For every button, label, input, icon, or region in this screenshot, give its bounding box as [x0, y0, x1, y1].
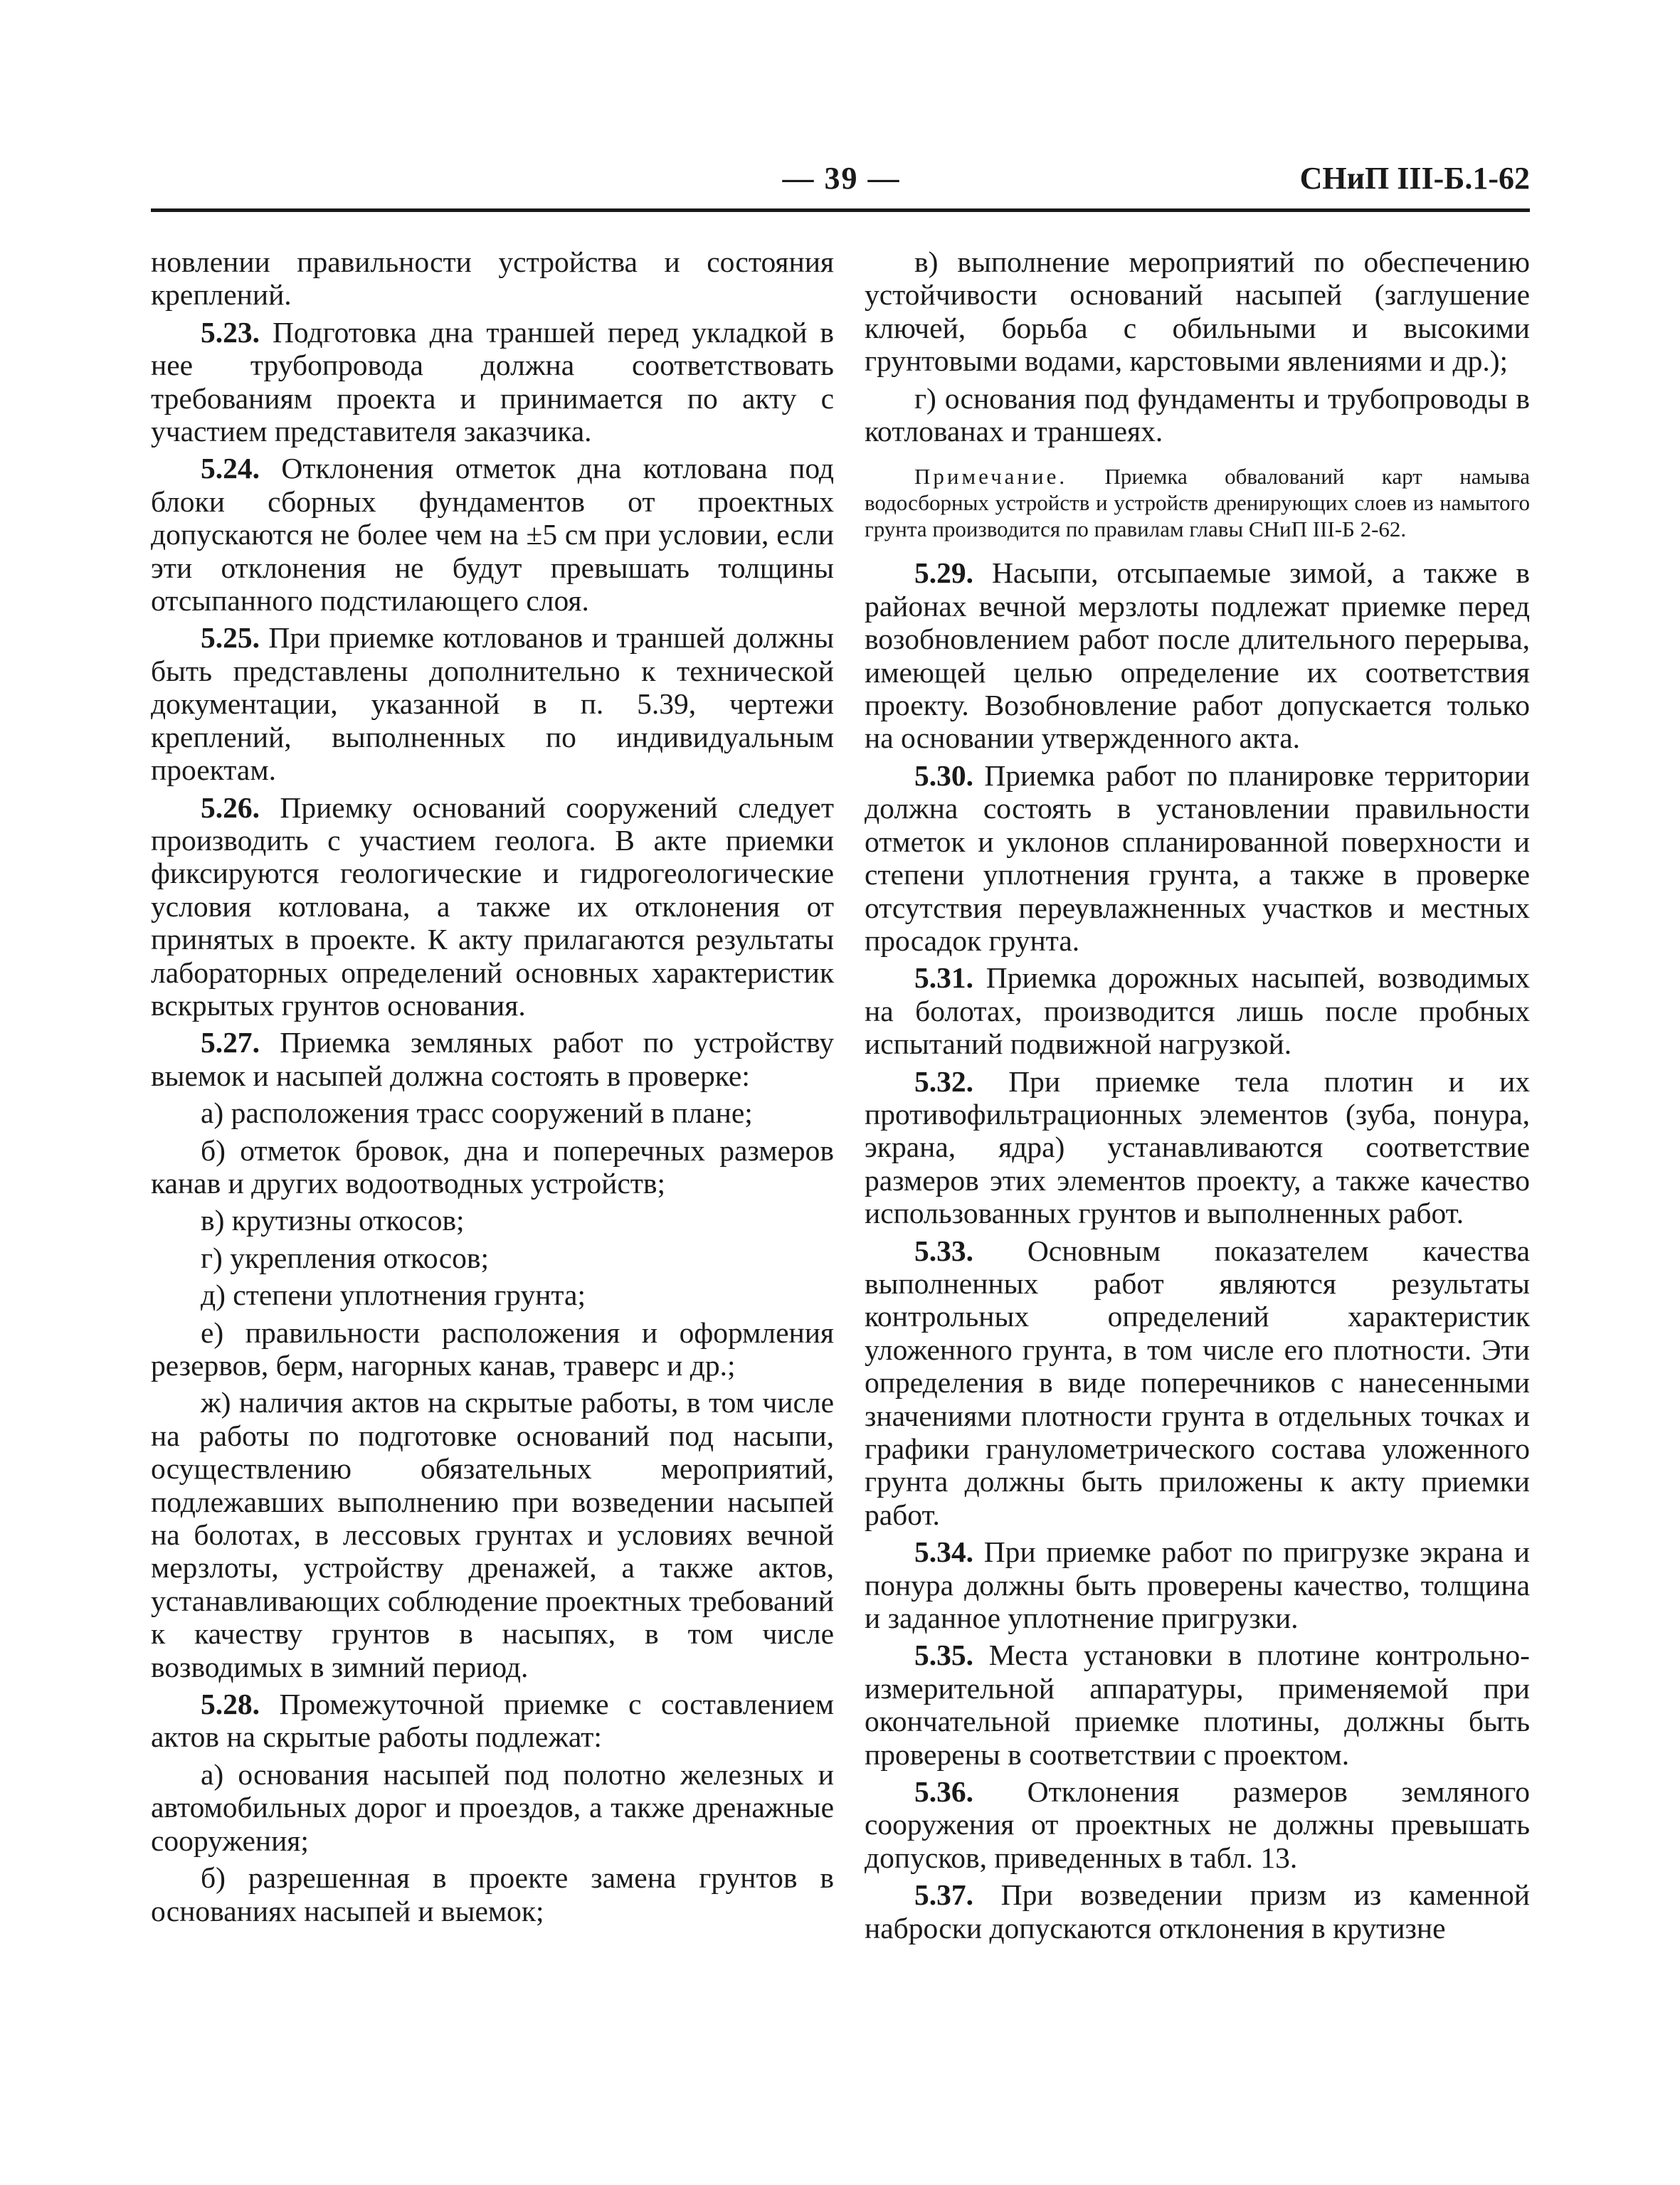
clause-number: 5.31. — [914, 961, 973, 995]
list-item: в) выполнение мероприятий по обеспечению устойчивости оснований насыпей (заглушение ключей, борьба с обильными и высокими грунтовыми водами, карстовыми явлениями и др.); — [865, 245, 1530, 378]
list-item: а) расположения трасс сооружений в плане; — [201, 1096, 753, 1130]
list-item: б) отметок бровок, дна и поперечных размеров канав и других водоотводных устройств; — [151, 1133, 834, 1200]
paragraph: 5.29. Насыпи, отсыпаемые зимой, а также в районах вечной мерзлоты подлежат приемке перед возобновлением работ после длительного перерыва, имеющей целью определение их соответствия проекту. Возобновление работ допускается только на основании утвержденного акта. — [865, 556, 1530, 755]
clause-number: 5.29. — [914, 556, 973, 590]
clause-number: 5.27. — [201, 1026, 260, 1059]
clause-number: 5.32. — [914, 1064, 973, 1098]
paragraph: 5.24. Отклонения отметок дна котлована под блоки сборных фундаментов от проектных допускаются не более чем на ±5 см при условии, если эти отклонения не будут превышать толщины отсыпанного подстилающего слоя. — [151, 452, 834, 618]
list-item: б) разрешенная в проекте замена грунтов в основаниях насыпей и выемок; — [151, 1861, 834, 1927]
paragraph: 5.27. Приемка земляных работ по устройству выемок и насыпей должна состоять в проверке: — [151, 1026, 834, 1092]
clause-number: 5.33. — [914, 1234, 973, 1267]
list-item: е) правильности расположения и оформления резервов, берм, нагорных канав, траверс и др.; — [151, 1316, 834, 1382]
clause-number: 5.26. — [201, 790, 260, 824]
clause-number: 5.34. — [914, 1535, 973, 1569]
document-code: СНиП III-Б.1-62 — [1299, 161, 1530, 196]
header-rule — [151, 208, 1530, 212]
clause-number: 5.23. — [201, 315, 260, 349]
note-label: Примечание. — [914, 464, 1068, 490]
paragraph: 5.26. Приемку оснований сооружений следует производить с участием геолога. В акте приемки фиксируются геологические и гидрогеологические условия котлована, а также их отклонения от принятых в проекте. К акту прилагаются результаты лабораторных определений основных характеристик вскрытых грунтов основания. — [151, 790, 834, 1022]
clause-number: 5.30. — [914, 758, 973, 792]
clause-number: 5.36. — [914, 1775, 973, 1809]
list-item: в) крутизны откосов; — [201, 1204, 465, 1237]
clause-number: 5.25. — [201, 621, 260, 655]
right-column — [865, 245, 1530, 1949]
clause-number: 5.24. — [201, 452, 260, 485]
clause-number: 5.37. — [914, 1878, 973, 1912]
paragraph: 5.36. Отклонения размеров земляного сооружения от проектных не должны превышать допусков, приведенных в табл. 13. — [865, 1775, 1530, 1874]
paragraph: 5.25. При приемке котлованов и траншей должны быть представлены дополнительно к технической документации, указанной в п. 5.39, чертежи креплений, выполненных по индивидуальным проектам. — [151, 621, 834, 787]
paragraph: новлении правильности устройства и состояния креплений. — [151, 245, 834, 312]
list-item: а) основания насыпей под полотно железных и автомобильных дорог и проездов, а также дренажные сооружения; — [151, 1757, 834, 1857]
paragraph: 5.32. При приемке тела плотин и их противофильтрационных элементов (зуба, понура, экрана, ядра) устанавливаются соответствие размеров этих элементов проекту, а также качество использованных грунтов и выполненных работ. — [865, 1064, 1530, 1230]
clause-number: 5.35. — [914, 1639, 973, 1672]
paragraph: 5.23. Подготовка дна траншей перед укладкой в нее трубопровода должна соответствовать требованиям проекта и принимается по акту с участием представителя заказчика. — [151, 315, 834, 448]
paragraph: 5.35. Места установки в плотине контрольно-измерительной аппаратуры, применяемой при окончательной приемке плотины, должны быть проверены в соответствии с проектом. — [865, 1639, 1530, 1771]
note: Примечание. Приемка обвалований карт намыва водосборных устройств и устройств дренирующих слоев из намытого грунта производится по правилам главы СНиП III-Б 2-62. — [865, 464, 1530, 542]
paragraph: 5.33. Основным показателем качества выполненных работ являются результаты контрольных определений характеристик уложенного грунта, в том числе его плотности. Эти определения в виде поперечников с нанесенными значениями плотности грунта в отдельных точках и графики гранулометрического состава уложенного грунта должны быть приложены к акту приемки работ. — [865, 1234, 1530, 1531]
page-header — [153, 160, 1530, 211]
paragraph: 5.34. При приемке работ по пригрузке экрана и понура должны быть проверены качество, толщина и заданное уплотнение пригрузки. — [865, 1535, 1530, 1635]
list-item: г) основания под фундаменты и трубопроводы в котлованах и траншеях. — [865, 381, 1530, 448]
list-item: г) укрепления откосов; — [201, 1241, 489, 1274]
paragraph: 5.28. Промежуточной приемке с составлением актов на скрытые работы подлежат: — [151, 1688, 834, 1754]
left-column — [151, 245, 834, 1932]
list-item: д) степени уплотнения грунта; — [201, 1279, 586, 1312]
list-item: ж) наличия актов на скрытые работы, в том числе на работы по подготовке оснований под насыпи, осуществлению обязательных мероприятий, подлежавших выполнению при возведении насыпей на болотах, в лессовых грунтах и условиях вечной мерзлоты, устройству дренажей, а также актов, устанавливающих соблюдение проектных требований к качеству грунтов в насыпях, в том числе возводимых в зимний период. — [151, 1386, 834, 1683]
paragraph: 5.37. При возведении призм из каменной наброски допускаются отклонения в крутизне — [865, 1878, 1530, 1945]
paragraph: 5.30. Приемка работ по планировке территории должна состоять в установлении правильности отметок и уклонов спланированной поверхности и степени уплотнения грунта, а также в проверке отсутствия переувлажненных участков и местных просадок грунта. — [865, 758, 1530, 957]
clause-number: 5.28. — [201, 1688, 260, 1721]
paragraph: 5.31. Приемка дорожных насыпей, возводимых на болотах, производится лишь после пробных испытаний подвижной нагрузкой. — [865, 961, 1530, 1061]
page-number: — 39 — — [782, 161, 901, 196]
